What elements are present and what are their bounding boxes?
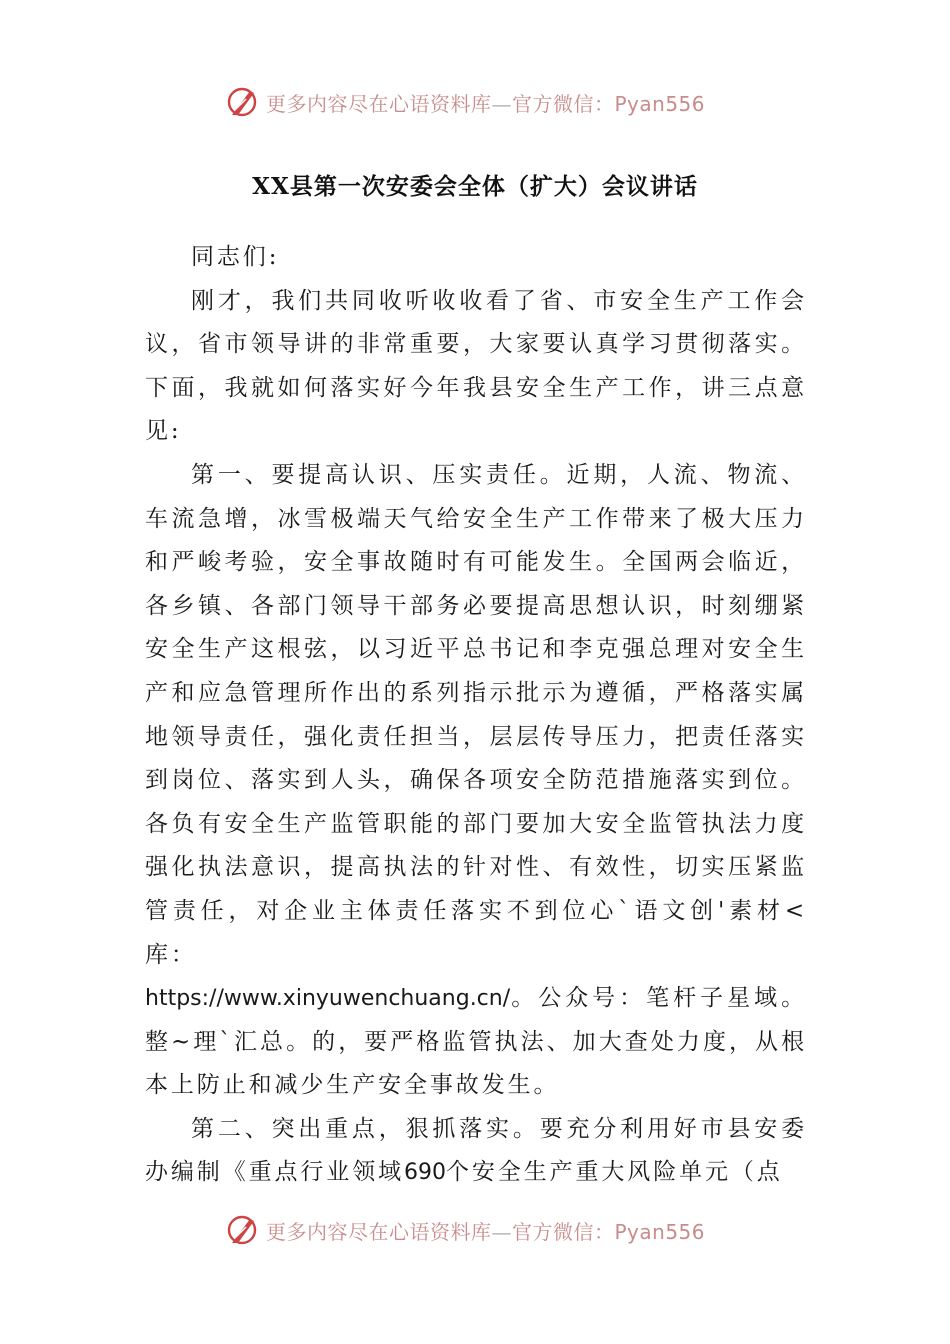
header-watermark [226,82,705,122]
footer-watermark [226,1210,705,1250]
source-url: https://www.xinyuwenchuang.cn/ [145,986,511,1012]
quill-logo-icon [226,85,260,119]
quill-logo-icon [226,1213,260,1247]
paragraph-2 [145,454,807,1108]
document-title: XX县第一次安委会全体（扩大）会议讲话 [252,173,698,200]
paragraph-2-text: 第一、要提高认识、压实责任。近期，人流、物流、车流急增，冰雪极端天气给安全生产工作带来了极大压力和严峻考验，安全事故随时有可能发生。全国两会临近，各乡镇、各部门领导干部务必要提高思想认识，时刻绷紧安全生产这根弦，以习近平总书记和李克强总理对安全生产和应急管理所作出的系列指示批示为遵循，严格落实属地领导责任，强化责任担当，层层传导压力，把责任落实到岗位、落实到人头，确保各项安全防范措施落实到位。各负有安全生产监管职能的部门要加大安全监管执法力度强化执法意识，提高执法的针对性、有效性，切实压紧监管责任，对企业主体责任落实不到位心`语文创'素材<库： [145,461,807,968]
header-watermark-text: 更多内容尽在心语资料库—官方微信：Pyan556 [266,91,706,116]
footer-watermark-text: 更多内容尽在心语资料库—官方微信：Pyan556 [266,1219,706,1244]
paragraph-3-number: 690 [404,1160,446,1186]
paragraph-3: 第二、突出重点，狠抓落实。要充分利用好市县安委办编制《重点行业领域690个安全生产重大风险单元（点 [145,1115,807,1186]
document-body [145,236,807,1195]
salutation: 同志们: [191,244,280,270]
paragraph-2-tail: 。公众号：笔杆子星域。整~理`汇总。的，要严格监管执法、加大查处力度，从根本上防止和减少生产安全事故发生。 [145,985,807,1099]
paragraph-1: 刚才，我们共同收听收收看了省、市安全生产工作会议，省市领导讲的非常重要，大家要认真学习贯彻落实。下面，我就如何落实好今年我县安全生产工作，讲三点意见: [145,287,807,445]
